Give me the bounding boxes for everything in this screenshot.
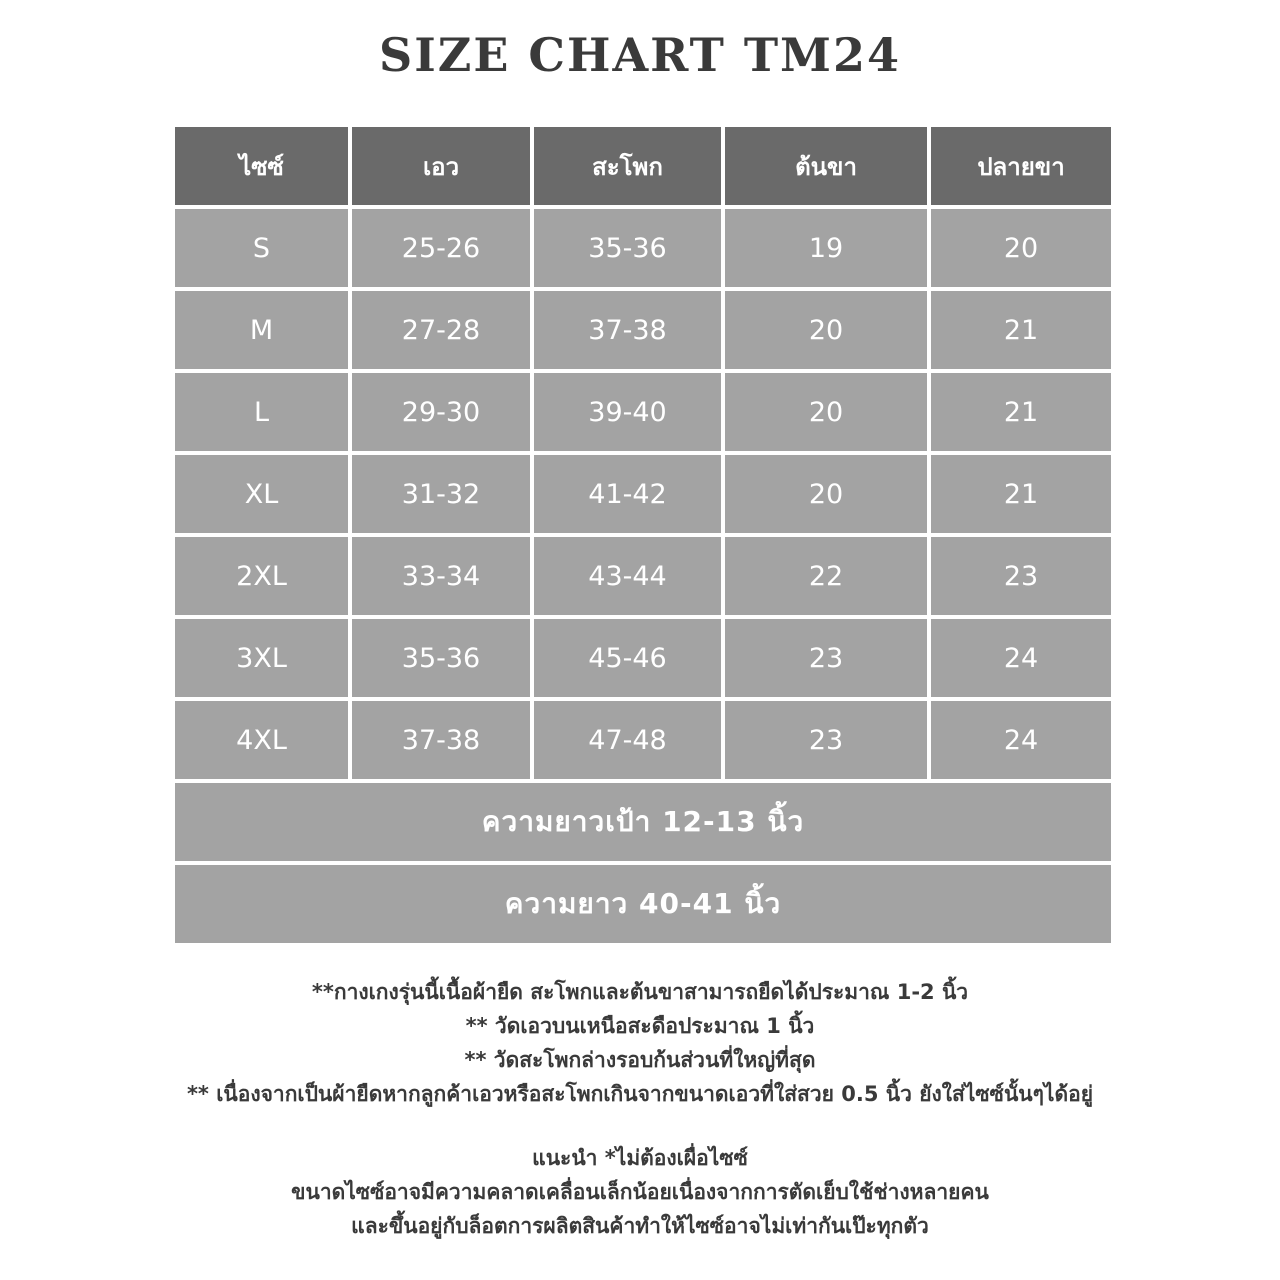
advice-line: ขนาดไซซ์อาจมีความคลาดเคลื่อนเล็กน้อยเนื่องจากการตัดเย็บใช้ช่างหลายคน — [291, 1180, 989, 1204]
table-cell: 23 — [725, 701, 927, 779]
table-cell: 29-30 — [352, 373, 530, 451]
notes-section — [0, 975, 1280, 1243]
footer-row: ความยาวเป้า 12-13 นิ้ว — [175, 783, 1111, 861]
note-line: ** เนื่องจากเป็นผ้ายืดหากลูกค้าเอวหรือสะโพกเกินจากขนาดเอวที่ใส่สวย 0.5 นิ้ว ยังใส่ไซซ์นั้นๆได้อยู่ — [186, 1082, 1094, 1106]
note-line: ** วัดสะโพกล่างรอบก้นส่วนที่ใหญ่ที่สุด — [464, 1048, 816, 1072]
footer-row: ความยาว 40-41 นิ้ว — [175, 865, 1111, 943]
table-cell: 23 — [931, 537, 1111, 615]
size-label-cell: 4XL — [175, 701, 348, 779]
table-cell: 24 — [931, 701, 1111, 779]
table-cell: 21 — [931, 455, 1111, 533]
table-cell: 25-26 — [352, 209, 530, 287]
table-cell: 33-34 — [352, 537, 530, 615]
table-cell: 35-36 — [352, 619, 530, 697]
table-cell: 20 — [931, 209, 1111, 287]
header-cell: เอว — [352, 127, 530, 205]
table-cell: 43-44 — [534, 537, 721, 615]
note-line: **กางเกงรุ่นนี้เนื้อผ้ายืด สะโพกและต้นขาสามารถยืดได้ประมาณ 1-2 นิ้ว — [311, 980, 969, 1004]
table-cell: 21 — [931, 291, 1111, 369]
header-cell: ต้นขา — [725, 127, 927, 205]
table-cell: 31-32 — [352, 455, 530, 533]
size-label-cell: XL — [175, 455, 348, 533]
size-label-cell: 3XL — [175, 619, 348, 697]
header-cell: ปลายขา — [931, 127, 1111, 205]
table-cell: 27-28 — [352, 291, 530, 369]
table-cell: 23 — [725, 619, 927, 697]
table-cell: 41-42 — [534, 455, 721, 533]
table-cell: 20 — [725, 291, 927, 369]
chart-title: SIZE CHART TM24 — [379, 28, 901, 82]
size-label-cell: M — [175, 291, 348, 369]
table-cell: 47-48 — [534, 701, 721, 779]
table-cell: 39-40 — [534, 373, 721, 451]
header-cell: ไซซ์ — [175, 127, 348, 205]
size-table — [175, 127, 1111, 943]
table-cell: 20 — [725, 455, 927, 533]
advice-line: แนะนำ *ไม่ต้องเผื่อไซซ์ — [532, 1146, 748, 1170]
table-cell: 22 — [725, 537, 927, 615]
table-cell: 19 — [725, 209, 927, 287]
table-cell: 37-38 — [352, 701, 530, 779]
table-cell: 35-36 — [534, 209, 721, 287]
table-cell: 45-46 — [534, 619, 721, 697]
size-label-cell: 2XL — [175, 537, 348, 615]
size-label-cell: S — [175, 209, 348, 287]
table-cell: 37-38 — [534, 291, 721, 369]
table-cell: 21 — [931, 373, 1111, 451]
advice-line: และขึ้นอยู่กับล็อตการผลิตสินค้าทำให้ไซซ์อาจไม่เท่ากันเป๊ะทุกตัว — [351, 1214, 929, 1238]
table-cell: 24 — [931, 619, 1111, 697]
note-line: ** วัดเอวบนเหนือสะดือประมาณ 1 นิ้ว — [465, 1014, 815, 1038]
table-cell: 20 — [725, 373, 927, 451]
size-label-cell: L — [175, 373, 348, 451]
header-cell: สะโพก — [534, 127, 721, 205]
